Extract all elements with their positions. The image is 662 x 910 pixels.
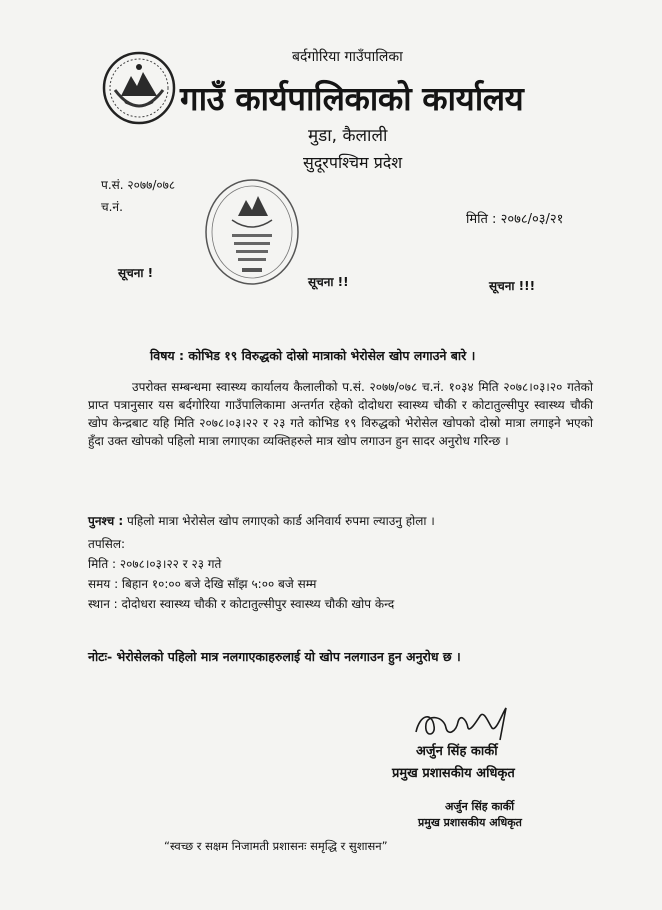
stamp-signatory-title: प्रमुख प्रशासकीय अधिकृत [418, 816, 522, 829]
detail-venue: स्थान : दोदोधरा स्वास्थ्य चौकी र कोटातुल्सीपुर स्वास्थ्य चौकी खोप केन्द [88, 597, 395, 611]
office-title: गाउँ कार्यपालिकाको कार्यालय [180, 79, 524, 118]
detail-date: मिति : २०७८।०३।२२ र २३ गते [88, 557, 222, 571]
province-name: सुदूरपश्चिम प्रदेश [303, 153, 403, 172]
nepal-emblem-icon [101, 50, 177, 126]
postscript-text: पहिलो मात्रा भेरोसेल खोप लगाएको कार्ड अनिवार्य रुपमा ल्याउनु होला । [123, 514, 435, 528]
office-seal-icon [202, 176, 302, 288]
letter-date: मिति : २०७८/०३/२१ [466, 212, 564, 227]
letter-subject: विषय : कोभिड १९ विरुद्धको दोस्रो मात्राको भेरोसेल खोप लगाउने बारे । [150, 348, 476, 363]
office-motto: “स्वच्छ र सक्षम निजामती प्रशासनः समृद्धि र सुशासन” [164, 839, 388, 853]
notice-heading-1: सूचना ! [118, 266, 154, 280]
reference-number: प.सं. २०७७/०७८ [101, 178, 176, 192]
notice-heading-2: सूचना !! [308, 275, 349, 289]
dispatch-number: च.नं. [101, 200, 123, 214]
postscript-label: पुनश्च : [88, 514, 124, 528]
letter-body: उपरोक्त सम्बन्धमा स्वास्थ्य कार्यालय कैलालीको प.सं. २०७७/०७८ च.नं. १०३४ मिति २०७८।०३।२० गतेको प्राप्त पत्रानुसार यस बर्दगोरिया गाउँपालिकामा अन्तर्गत रहेको दोदोधरा स्वास्थ्य चौकी र कोटातुल्सीपुर स्वास्थ्य चौकी खोप केन्द्रबाट यहि मिति २०७८।०३।२२ र २३ गते कोभिड १९ विरुद्धको भेरोसेल खोपको दोस्रो मात्रा लगाइने भएको हुँदा उक्त खोपको पहिलो मात्रा लगाएका व्यक्तिहरुले मात्र खोप लगाउन हुन सादर अनुरोध गरिन्छ । [88, 380, 593, 448]
municipality-name: बर्दगोरिया गाउँपालिका [292, 49, 403, 65]
postscript [88, 512, 435, 529]
handwritten-signature-icon [410, 702, 520, 742]
important-note: नोटः- भेरोसेलको पहिलो मात्र नलगाएकाहरुलाई यो खोप नलगाउन हुन अनुरोध छ । [88, 649, 461, 664]
detail-time: समय : बिहान १०:०० बजे देखि साँझ ५:०० बजे सम्म [88, 577, 317, 591]
stamp-signatory-name: अर्जुन सिंह कार्की [445, 800, 515, 813]
details-heading: तपसिल: [88, 537, 126, 551]
signatory-title: प्रमुख प्रशासकीय अधिकृत [392, 766, 515, 781]
signatory-name: अर्जुन सिंह कार्की [416, 744, 498, 759]
office-location: मुडा, कैलाली [308, 126, 388, 146]
notice-heading-3: सूचना !!! [489, 279, 536, 293]
